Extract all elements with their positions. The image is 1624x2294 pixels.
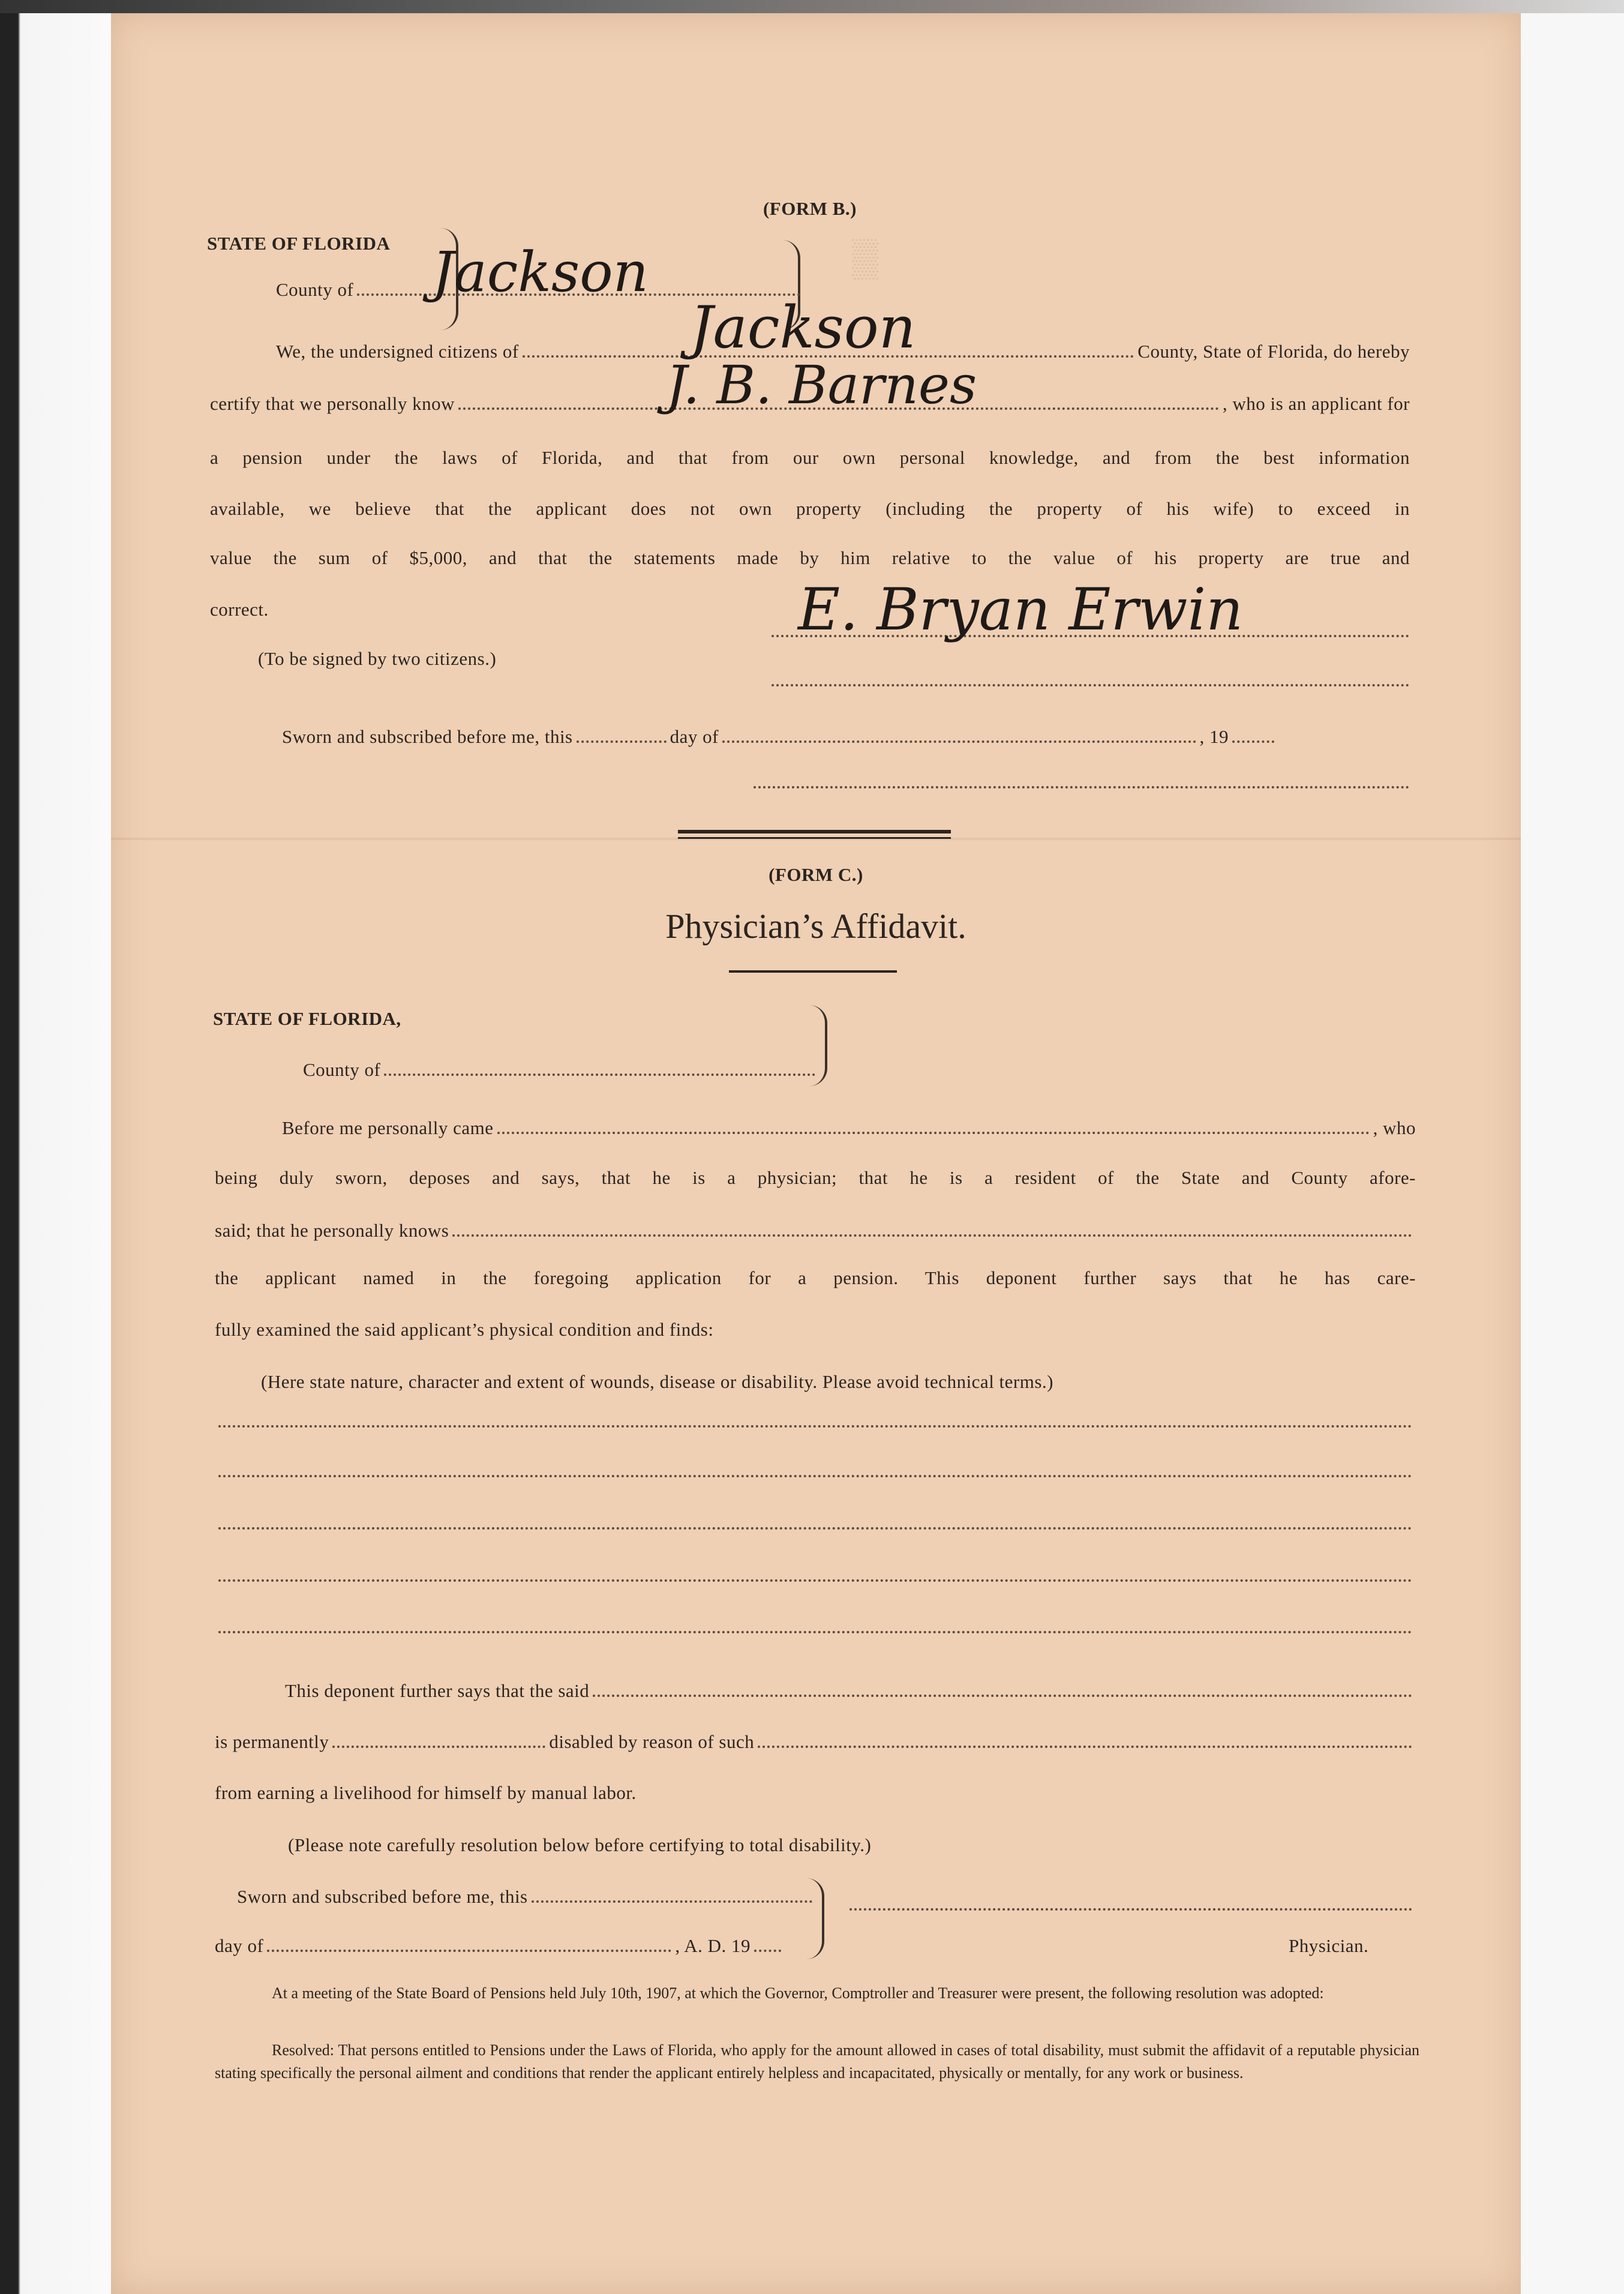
sworn-year-label: , 19: [1199, 726, 1229, 747]
bleed-through-text: ▒: [852, 238, 878, 278]
dayof-dotted: [267, 1950, 671, 1952]
form-b-sworn-row: [282, 726, 1278, 748]
form-b-heading: (FORM B.): [763, 198, 857, 219]
section-divider-bottom: [678, 837, 951, 839]
ad-label: , A. D. 19: [675, 1935, 751, 1956]
sworn-year-dotted: [1232, 740, 1274, 743]
disability-dotted-5: [218, 1631, 1412, 1633]
two-citizens-note: (To be signed by two citizens.): [258, 648, 497, 669]
physician-dotted: [849, 1908, 1412, 1911]
signature-2-dotted: [772, 684, 1409, 686]
disability-dotted-1: [218, 1425, 1412, 1428]
perm-mid: disabled by reason of such: [549, 1731, 755, 1752]
disability-line-3: [215, 1527, 1416, 1534]
title-underline: [729, 970, 897, 973]
form-c-county-label: County of: [303, 1059, 381, 1080]
perm-prefix: is permanently: [215, 1731, 329, 1752]
line1-suffix: County, State of Florida, do hereby: [1137, 341, 1410, 362]
dayof-label: day of: [215, 1935, 264, 1956]
knows-row: [215, 1220, 1416, 1242]
knows-prefix: said; that he personally knows: [215, 1220, 449, 1241]
form-c-sworn-prefix: Sworn and subscribed before me, this: [237, 1886, 528, 1907]
disability-line-2: [215, 1475, 1416, 1482]
notary-dotted: [754, 786, 1409, 788]
county-label: County of: [276, 279, 354, 300]
sworn-prefix: Sworn and subscribed before me, this: [282, 726, 573, 747]
disability-line-4: [215, 1579, 1416, 1587]
sworn-month-dotted: [722, 740, 1196, 743]
form-c-dayof-row: [215, 1935, 785, 1957]
line1-prefix: We, the undersigned citizens of: [276, 341, 519, 362]
resolution-note: (Please note carefully resolution below before certifying to total disability.): [288, 1834, 872, 1855]
form-b-state-label: STATE OF FLORIDA: [207, 233, 391, 254]
physician-label: Physician.: [1289, 1935, 1369, 1956]
perm-dotted-1: [332, 1746, 545, 1748]
signature-line-2: [768, 684, 1413, 691]
resolution-intro: At a meeting of the State Board of Pensions held July 10th, 1907, at which the Governor, Comptroller and Treasurer were present, the following resolution was adopted:: [272, 1984, 1324, 2002]
form-c-line5: fully examined the said applicant’s physical condition and finds:: [215, 1319, 714, 1340]
form-c-line4: the applicant named in the foregoing application for a pension. This deponent further says that he has care-: [215, 1267, 1416, 1288]
livelihood-line: from earning a livelihood for himself by manual labor.: [215, 1782, 637, 1803]
form-b-line3: a pension under the laws of Florida, and that from our own personal knowledge, and from the best information: [210, 447, 1410, 468]
came-dotted: [497, 1132, 1370, 1134]
citizens-county-handwritten: Jackson: [690, 294, 916, 361]
scan-background-left: [0, 0, 111, 2294]
perm-dotted-2: [758, 1746, 1412, 1748]
sworn-day-label: day of: [670, 726, 719, 747]
notary-signature-line: [750, 786, 1413, 793]
form-c-county-row: [303, 1059, 819, 1081]
section-divider-top: [678, 830, 951, 833]
form-c-county-dotted: [384, 1073, 815, 1076]
county-handwritten-value: Jackson: [432, 240, 649, 304]
scan-top-edge: [0, 0, 1624, 13]
disability-dotted-2: [218, 1475, 1412, 1477]
came-prefix: Before me personally came: [282, 1117, 494, 1138]
form-c-state-label: STATE OF FLORIDA,: [213, 1008, 401, 1029]
ad-dotted: [754, 1950, 781, 1952]
disability-dotted-3: [218, 1527, 1412, 1530]
form-c-sworn-row: [237, 1886, 816, 1908]
form-b-line5: value the sum of $5,000, and that the statements made by him relative to the value of his property are true and: [210, 547, 1410, 568]
disability-dotted-4: [218, 1579, 1412, 1582]
knows-dotted: [452, 1234, 1412, 1237]
form-c-heading: (FORM C.): [769, 864, 863, 885]
resolution-text: Resolved: That persons entitled to Pensions under the Laws of Florida, who apply for the amount allowed in cases of total disability, must submit the affidavit of a reputable physician stating specifically the personal ailment and conditions that render the applicant entirely helpless and incapacitated, physically or mentally, for any work or business.: [215, 2041, 1419, 2082]
physician-affidavit-title: Physician’s Affidavit.: [665, 907, 966, 946]
further-dotted: [593, 1695, 1412, 1697]
form-b-line4: available, we believe that the applicant does not own property (including the property of his wife) to exceed in: [210, 498, 1410, 519]
line2-suffix: , who is an applicant for: [1222, 393, 1410, 414]
form-b-line6: correct.: [210, 599, 269, 620]
came-suffix: , who: [1373, 1117, 1416, 1138]
physician-signature-line: [846, 1908, 1416, 1915]
permanently-row: [215, 1731, 1416, 1753]
sworn-day-dotted: [577, 740, 667, 743]
form-c-instruction: (Here state nature, character and extent of wounds, disease or disability. Please avoid technical terms.): [261, 1371, 1054, 1392]
came-row: [282, 1117, 1416, 1139]
scan-background-right: [1521, 13, 1624, 2294]
form-c-line2: being duly sworn, deposes and says, that he is a physician; that he is a resident of the State and County afore-: [215, 1167, 1416, 1188]
line2-prefix: certify that we personally know: [210, 393, 455, 414]
citizen-signature-1: E. Bryan Erwin: [798, 576, 1244, 643]
form-c-sworn-dotted: [532, 1900, 812, 1903]
form-c-sworn-bracket: [798, 1878, 824, 1959]
further-prefix: This deponent further says that the said: [285, 1680, 590, 1701]
further-row: [285, 1680, 1416, 1702]
applicant-name-handwritten: J. B. Barnes: [666, 354, 977, 416]
disability-line-5: [215, 1631, 1416, 1638]
disability-line-1: [215, 1425, 1416, 1432]
